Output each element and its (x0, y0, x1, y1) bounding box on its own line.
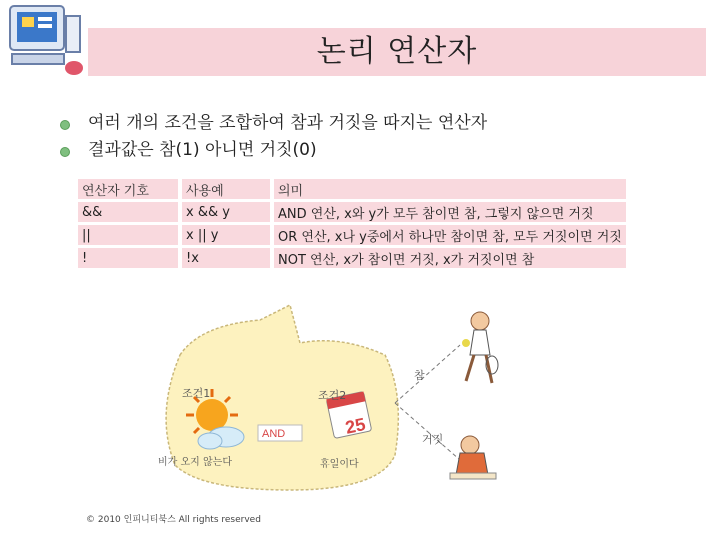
table-header: 연산자 기호 (78, 179, 178, 199)
bullet-dot-icon (60, 147, 70, 157)
table-cell: NOT 연산, x가 참이면 거짓, x가 거짓이면 참 (274, 248, 626, 268)
page-title: 논리 연산자 (316, 34, 478, 69)
table-cell: x && y (182, 202, 270, 222)
table-cell: x || y (182, 225, 270, 245)
table-row (78, 248, 626, 268)
copyright-footer: © 2010 인피니티북스 All rights reserved (86, 515, 261, 525)
bullet-item (60, 110, 700, 137)
bullet-item (60, 137, 700, 164)
condition2-caption: 휴일이다 (320, 459, 359, 470)
table-header-row (78, 179, 626, 199)
table-cell: !x (182, 248, 270, 268)
table-row (78, 225, 626, 245)
table-cell: && (78, 202, 178, 222)
studying-student-icon (450, 436, 496, 479)
true-label: 참 (414, 369, 425, 382)
condition2-label: 조건2 (318, 389, 347, 402)
bullet-text: 여러 개의 조건을 조합하여 참과 거짓을 따지는 연산자 (88, 113, 488, 133)
bullet-dot-icon (60, 120, 70, 130)
bullet-list (60, 110, 700, 164)
condition1-caption: 비가 오지 않는다 (158, 457, 232, 468)
operators-table (78, 176, 626, 271)
table-header: 사용예 (182, 179, 270, 199)
table-cell: ! (78, 248, 178, 268)
logic-illustration (140, 285, 720, 505)
table-row (78, 202, 626, 222)
tennis-player-icon (462, 312, 498, 383)
table-cell: AND 연산, x와 y가 모두 참이면 참, 그렇지 않으면 거짓 (274, 202, 626, 222)
and-label: AND (262, 428, 286, 440)
calendar-day-label: 25 (343, 414, 368, 438)
bullet-text: 결과값은 참(1) 아니면 거짓(0) (88, 140, 317, 160)
table-cell: OR 연산, x나 y중에서 하나만 참이면 참, 모두 거짓이면 거짓 (274, 225, 626, 245)
table-cell: || (78, 225, 178, 245)
table-header: 의미 (274, 179, 626, 199)
false-label: 거짓 (422, 433, 444, 446)
computer-icon (2, 2, 90, 80)
condition1-label: 조건1 (182, 387, 211, 400)
